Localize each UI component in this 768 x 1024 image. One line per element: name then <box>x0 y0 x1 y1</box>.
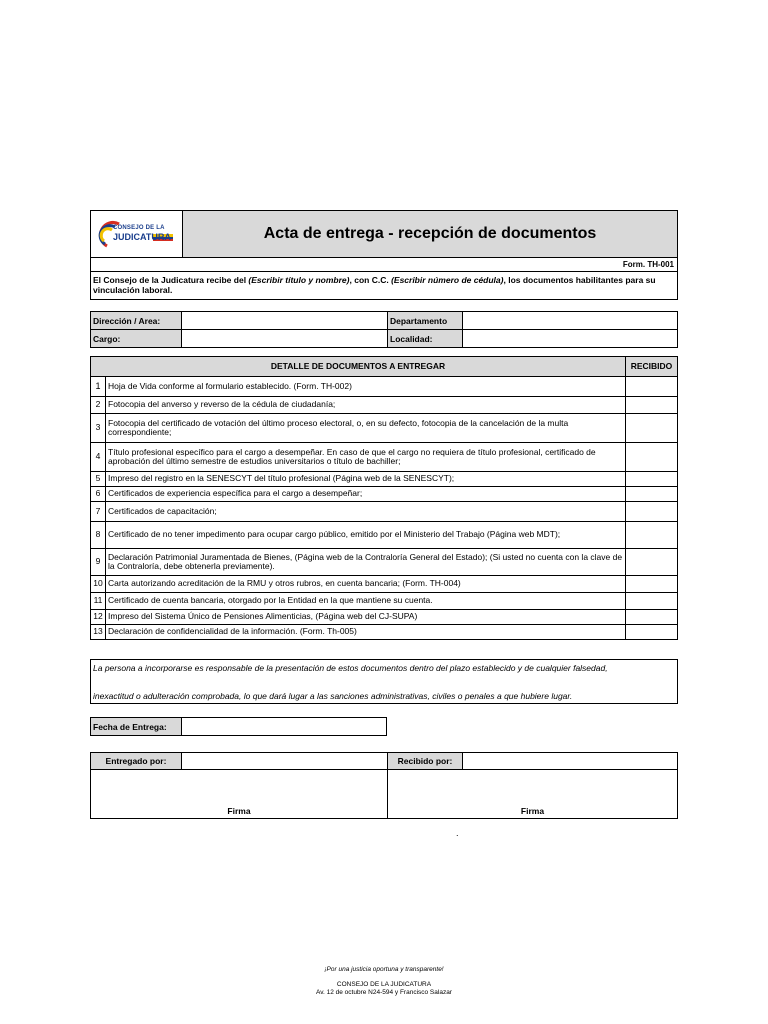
cargo-label: Cargo: <box>91 330 182 348</box>
localidad-field[interactable] <box>463 330 678 348</box>
intro-text-2: , con C.C. <box>349 275 392 285</box>
row-number: 12 <box>91 610 106 625</box>
received-checkbox[interactable] <box>626 377 678 397</box>
row-number: 4 <box>91 443 106 472</box>
fecha-label: Fecha de Entrega: <box>91 718 182 736</box>
intro-box <box>90 272 678 300</box>
table-row <box>91 593 678 610</box>
received-checkbox[interactable] <box>626 472 678 487</box>
received-checkbox[interactable] <box>626 443 678 472</box>
logo-cell <box>91 211 183 257</box>
firma-right[interactable]: Firma <box>388 770 678 819</box>
table-row <box>91 576 678 593</box>
received-checkbox[interactable] <box>626 576 678 593</box>
table-row <box>91 443 678 472</box>
received-checkbox[interactable] <box>626 522 678 549</box>
direccion-label: Dirección / Area: <box>91 312 182 330</box>
footer-org: CONSEJO DE LA JUDICATURA <box>336 981 432 988</box>
intro-text-3: , los documentos habilitantes para su vinculación laboral. <box>93 275 656 295</box>
row-number: 5 <box>91 472 106 487</box>
row-text: Carta autorizando acreditación de la RMU y otros rubros, en cuenta bancaria; (Form. TH-004) <box>106 576 626 593</box>
received-checkbox[interactable] <box>626 593 678 610</box>
received-checkbox[interactable] <box>626 625 678 640</box>
table-row <box>91 397 678 414</box>
documents-header: DETALLE DE DOCUMENTOS A ENTREGAR <box>91 357 626 377</box>
position-table <box>90 311 678 348</box>
row-number: 13 <box>91 625 106 640</box>
received-checkbox[interactable] <box>626 414 678 443</box>
stray-dot: . <box>456 828 459 838</box>
recibido-label: Recibido por: <box>388 753 463 770</box>
intro-id-placeholder: (Escribir número de cédula) <box>391 275 504 285</box>
fecha-field[interactable] <box>182 718 387 736</box>
entregado-label: Entregado por: <box>91 753 182 770</box>
row-text: Certificado de cuenta bancaria, otorgado por la Entidad en la que mantiene su cuenta. <box>106 593 626 610</box>
row-number: 7 <box>91 502 106 522</box>
footer-address: Av. 12 de octubre N24-594 y Francisco Salazar <box>316 989 452 996</box>
table-row <box>91 625 678 640</box>
cargo-field[interactable] <box>182 330 388 348</box>
row-text: Fotocopia del anverso y reverso de la cédula de ciudadanía; <box>106 397 626 414</box>
table-row <box>91 502 678 522</box>
form-code-row <box>90 258 678 272</box>
row-text: Certificados de experiencia específica para el cargo a desempeñar; <box>106 487 626 502</box>
row-number: 8 <box>91 522 106 549</box>
received-checkbox[interactable] <box>626 487 678 502</box>
notice-line1: La persona a incorporarse es responsable de la presentación de estos documentos dentro del plazo establecido y de cualquier falsedad, <box>93 663 608 673</box>
recibido-field[interactable] <box>463 753 678 770</box>
notice-box <box>90 659 678 704</box>
footer-slogan: ¡Por una justicia oportuna y transparente! <box>324 966 444 973</box>
received-checkbox[interactable] <box>626 549 678 576</box>
received-header: RECIBIDO <box>626 357 678 377</box>
departamento-label: Departamento <box>388 312 463 330</box>
row-number: 1 <box>91 377 106 397</box>
row-number: 3 <box>91 414 106 443</box>
header-box <box>90 210 678 258</box>
row-text: Fotocopia del certificado de votación del último proceso electoral, o, en su defecto, fotocopia de la cancelación de la multa correspondiente; <box>106 414 626 443</box>
row-text: Impreso del registro en la SENESCYT del título profesional (Página web de la SENESCYT); <box>106 472 626 487</box>
table-row <box>91 487 678 502</box>
table-row <box>91 414 678 443</box>
row-number: 10 <box>91 576 106 593</box>
table-row <box>91 472 678 487</box>
page-title: Acta de entrega - recepción de documentos <box>263 225 597 242</box>
intro-text-1: El Consejo de la Judicatura recibe del <box>93 275 249 285</box>
logo-line1: CONSEJO DE LA <box>113 225 165 231</box>
row-number: 11 <box>91 593 106 610</box>
title-cell <box>183 211 677 257</box>
row-text: Declaración de confidencialidad de la información. (Form. Th-005) <box>106 625 626 640</box>
notice-line2: inexactitud o adulteración comprobada, lo que dará lugar a las sanciones administrativas, civiles o penales a que hubiere lugar. <box>93 691 573 701</box>
intro-title-placeholder: (Escribir título y nombre) <box>248 275 350 285</box>
form-code: Form. TH-001 <box>622 260 674 269</box>
row-text: Certificado de no tener impedimento para ocupar cargo público, emitido por el Ministerio del Trabajo (Página web MDT); <box>106 522 626 549</box>
direccion-field[interactable] <box>182 312 388 330</box>
row-text: Hoja de Vida conforme al formulario establecido. (Form. TH-002) <box>106 377 626 397</box>
logo-line2: JUDICATURA <box>113 232 171 242</box>
localidad-label: Localidad: <box>388 330 463 348</box>
entregado-field[interactable] <box>182 753 388 770</box>
row-text: Declaración Patrimonial Juramentada de Bienes, (Página web de la Contraloría General del Estado); (Si usted no cuenta con la clave de la Contraloría, debe obtenerla previamente). <box>106 549 626 576</box>
received-checkbox[interactable] <box>626 502 678 522</box>
row-number: 6 <box>91 487 106 502</box>
fecha-table <box>90 717 387 736</box>
row-text: Certificados de capacitación; <box>106 502 626 522</box>
departamento-field[interactable] <box>463 312 678 330</box>
table-row <box>91 522 678 549</box>
received-checkbox[interactable] <box>626 610 678 625</box>
table-row <box>91 377 678 397</box>
row-number: 9 <box>91 549 106 576</box>
table-row <box>91 549 678 576</box>
signature-table <box>90 752 678 819</box>
row-text: Impreso del Sistema Único de Pensiones Alimenticias, (Página web del CJ-SUPA) <box>106 610 626 625</box>
received-checkbox[interactable] <box>626 397 678 414</box>
firma-left[interactable]: Firma <box>91 770 388 819</box>
table-row <box>91 610 678 625</box>
row-number: 2 <box>91 397 106 414</box>
documents-table <box>90 356 678 640</box>
row-text: Título profesional específico para el cargo a desempeñar. En caso de que el cargo no requiera de título profesional, certificado de aprobación del último semestre de estudios universitarios o título de bachiller; <box>106 443 626 472</box>
